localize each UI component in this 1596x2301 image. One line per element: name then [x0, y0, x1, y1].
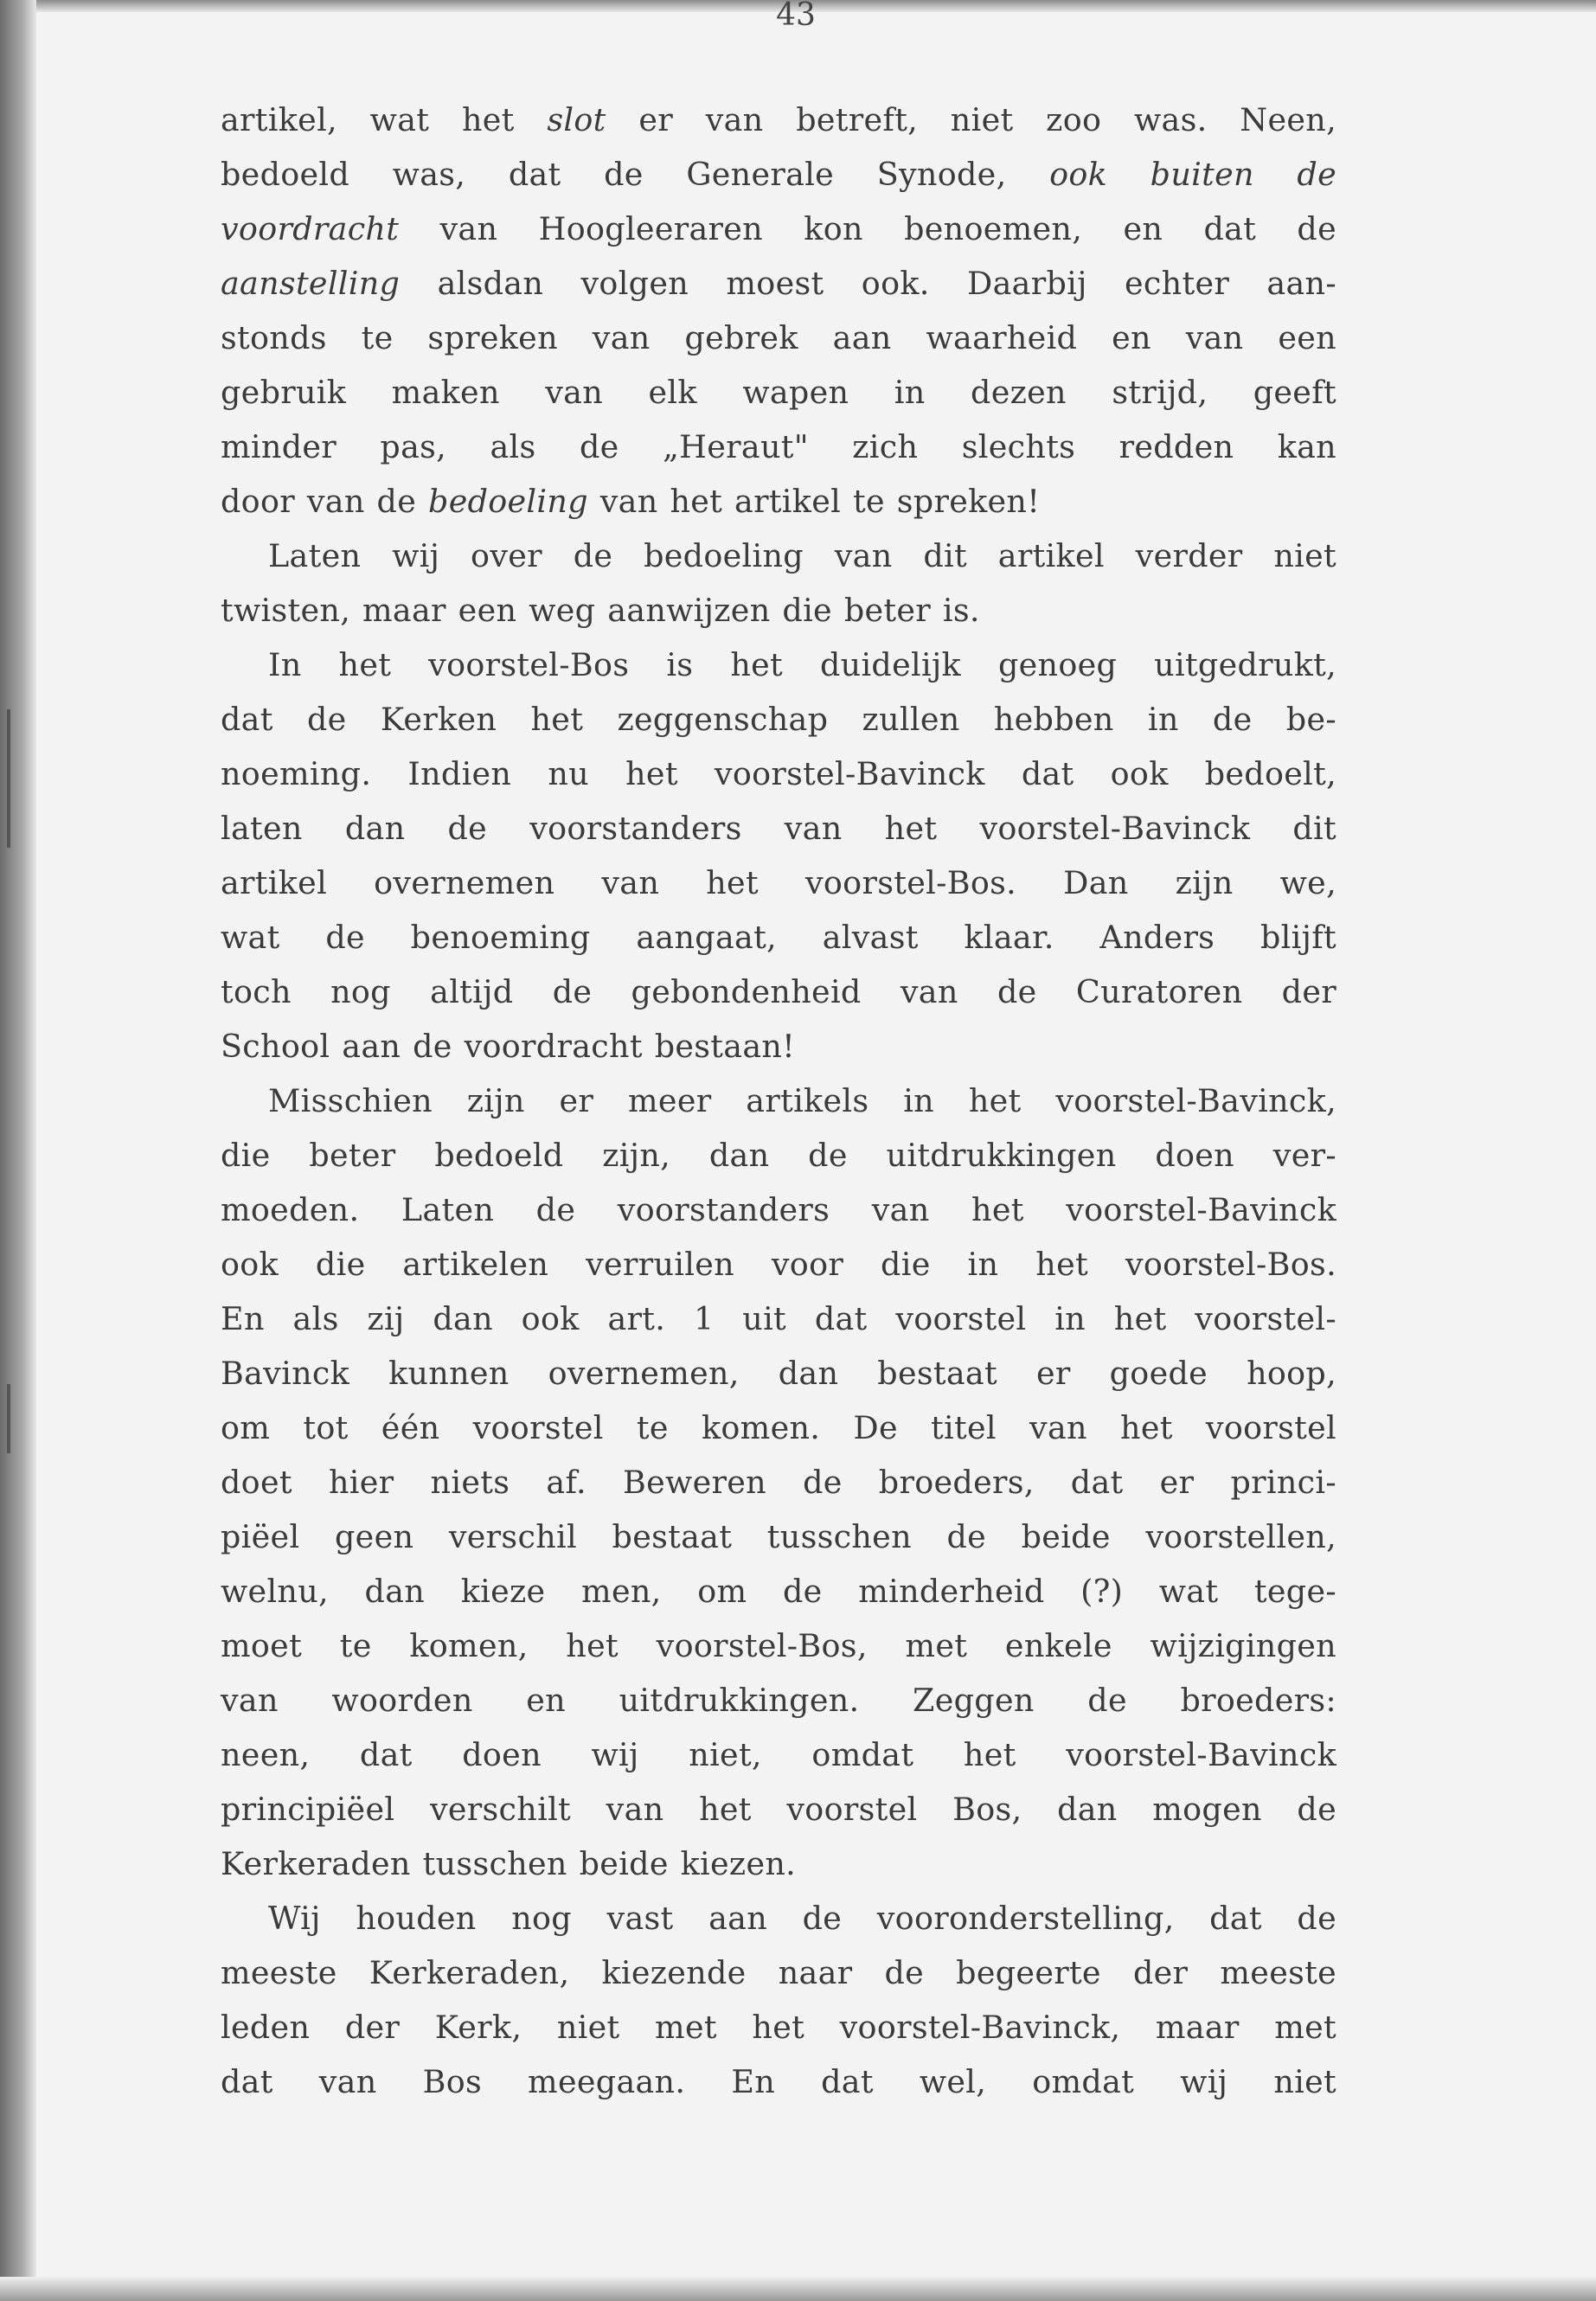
italic-text: ook buiten de: [1049, 156, 1336, 193]
margin-mark: [7, 709, 10, 848]
text-line: [221, 801, 1336, 856]
text-segment: Misschien zijn er meer artikels in het voorstel-Bavinck,: [268, 1082, 1336, 1119]
text-line: [221, 1509, 1336, 1564]
text-segment: En als zij dan ook art. 1 uit dat voorstel in het voorstel-: [221, 1300, 1336, 1337]
page-number: 43: [776, 0, 816, 33]
text-line: [221, 1455, 1336, 1509]
text-segment: alsdan volgen moest ook. Daarbij echter aan-: [400, 265, 1336, 302]
text-line: [221, 1237, 1336, 1292]
italic-text: slot: [547, 101, 606, 138]
text-segment: er van betreft, niet zoo was. Neen,: [606, 101, 1336, 138]
text-line: [221, 1400, 1336, 1455]
text-line: [221, 147, 1336, 202]
text-line: [221, 529, 1336, 583]
text-segment: welnu, dan kieze men, om de minderheid (?) wat tege-: [221, 1573, 1336, 1610]
text-line: [221, 1564, 1336, 1618]
text-segment: van woorden en uitdrukkingen. Zeggen de broeders:: [221, 1682, 1336, 1719]
text-line: [221, 692, 1336, 747]
text-line: [221, 365, 1336, 420]
italic-text: aanstelling: [221, 265, 401, 302]
text-segment: Bavinck kunnen overnemen, dan bestaat er goede hoop,: [221, 1355, 1336, 1392]
text-line: [221, 1183, 1336, 1237]
text-segment: dat van Bos meegaan. En dat wel, omdat wij niet: [221, 2063, 1336, 2100]
text-segment: doet hier niets af. Beweren de broeders, dat er princi-: [221, 1464, 1336, 1501]
text-line: [221, 1346, 1336, 1400]
text-line: [221, 1618, 1336, 1673]
text-line: [221, 1292, 1336, 1346]
text-line: [221, 1128, 1336, 1183]
text-line: [221, 1019, 1336, 1074]
text-line: [221, 1782, 1336, 1836]
text-segment: wat de benoeming aangaat, alvast klaar. Anders blijft: [221, 919, 1336, 956]
italic-text: bedoeling: [428, 483, 588, 520]
text-segment: moet te komen, het voorstel-Bos, met enkele wijzigingen: [221, 1627, 1336, 1664]
text-line: [221, 202, 1336, 256]
text-segment: om tot één voorstel te komen. De titel van het voorstel: [221, 1409, 1336, 1446]
text-line: [221, 2000, 1336, 2054]
margin-mark: [7, 1384, 10, 1453]
text-line: [221, 1891, 1336, 1945]
text-segment: stonds te spreken van gebrek aan waarheid en van een: [221, 319, 1336, 356]
text-line: [221, 311, 1336, 365]
paragraph: [221, 1074, 1336, 1891]
text-segment: In het voorstel-Bos is het duidelijk genoeg uitgedrukt,: [268, 646, 1336, 683]
text-segment: minder pas, als de „Heraut" zich slechts redden kan: [221, 428, 1336, 465]
text-line: [221, 1074, 1336, 1128]
body-text: [221, 93, 1336, 2109]
text-line: [221, 910, 1336, 965]
text-line: [221, 965, 1336, 1019]
scan-edge-bottom: [0, 2277, 1596, 2301]
text-segment: noeming. Indien nu het voorstel-Bavinck dat ook bedoelt,: [221, 755, 1336, 792]
text-segment: artikel overnemen van het voorstel-Bos. Dan zijn we,: [221, 864, 1336, 901]
text-segment: meeste Kerkeraden, kiezende naar de begeerte der meeste: [221, 1954, 1336, 1991]
text-line: [221, 474, 1336, 529]
text-line: [221, 93, 1336, 147]
text-segment: piëel geen verschil bestaat tusschen de beide voorstellen,: [221, 1518, 1336, 1555]
text-segment: Kerkeraden tusschen beide kiezen.: [221, 1845, 797, 1882]
text-segment: artikel, wat het: [221, 101, 548, 138]
text-segment: toch nog altijd de gebondenheid van de Curatoren der: [221, 973, 1336, 1010]
paragraph: [221, 1891, 1336, 2109]
text-segment: ook die artikelen verruilen voor die in het voorstel-Bos.: [221, 1246, 1336, 1283]
paragraph: [221, 529, 1336, 638]
text-line: [221, 420, 1336, 474]
text-segment: Wij houden nog vast aan de vooronderstelling, dat de: [268, 1900, 1336, 1937]
paragraph: [221, 93, 1336, 529]
text-line: [221, 1727, 1336, 1782]
text-line: [221, 747, 1336, 801]
text-segment: moeden. Laten de voorstanders van het voorstel-Bavinck: [221, 1191, 1336, 1228]
text-segment: neen, dat doen wij niet, omdat het voorstel-Bavinck: [221, 1736, 1336, 1773]
text-segment: die beter bedoeld zijn, dan de uitdrukkingen doen ver-: [221, 1137, 1336, 1174]
text-line: [221, 256, 1336, 311]
paragraph: [221, 638, 1336, 1074]
text-line: [221, 1673, 1336, 1727]
text-line: [221, 856, 1336, 910]
text-segment: twisten, maar een weg aanwijzen die beter is.: [221, 592, 980, 629]
text-line: [221, 1945, 1336, 2000]
text-line: [221, 583, 1336, 638]
text-line: [221, 638, 1336, 692]
text-segment: principiëel verschilt van het voorstel Bos, dan mogen de: [221, 1791, 1336, 1828]
text-segment: laten dan de voorstanders van het voorstel-Bavinck dit: [221, 810, 1336, 847]
text-segment: bedoeld was, dat de Generale Synode,: [221, 156, 1050, 193]
italic-text: voordracht: [221, 210, 400, 247]
text-line: [221, 1836, 1336, 1891]
text-segment: Laten wij over de bedoeling van dit artikel verder niet: [268, 537, 1336, 574]
text-segment: dat de Kerken het zeggenschap zullen hebben in de be-: [221, 701, 1336, 738]
text-segment: leden der Kerk, niet met het voorstel-Bavinck, maar met: [221, 2009, 1336, 2046]
text-segment: gebruik maken van elk wapen in dezen strijd, geeft: [221, 374, 1336, 411]
text-segment: van het artikel te spreken!: [587, 483, 1041, 520]
text-line: [221, 2054, 1336, 2109]
text-segment: School aan de voordracht bestaan!: [221, 1028, 796, 1065]
scan-edge-left: [0, 0, 36, 2301]
text-segment: van Hoogleeraren kon benoemen, en dat de: [399, 210, 1336, 247]
text-segment: door van de: [221, 483, 429, 520]
